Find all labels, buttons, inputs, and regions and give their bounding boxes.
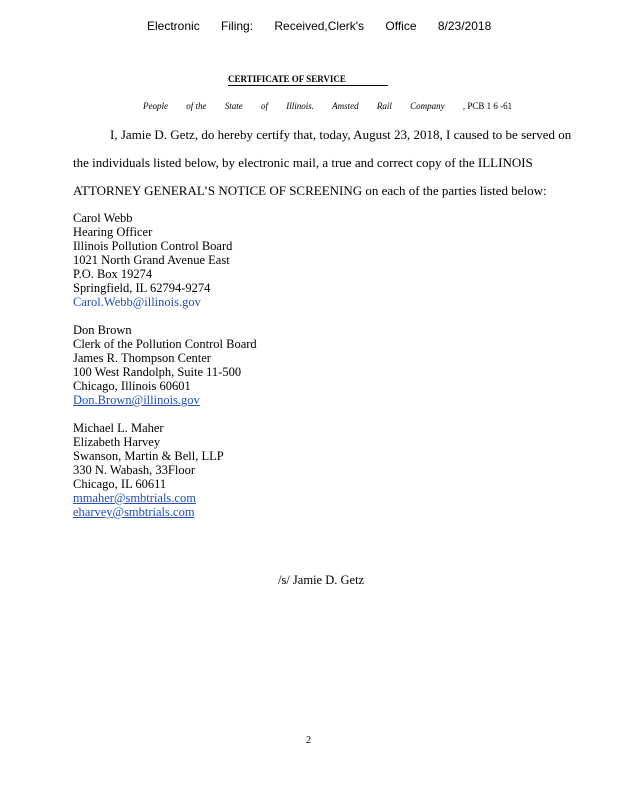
caption-word: of xyxy=(261,101,269,111)
recipient-name: Michael L. Maher xyxy=(73,421,164,435)
recipient-email-link[interactable]: Don.Brown@illinois.gov xyxy=(73,393,200,407)
caption-word: Illinois. xyxy=(286,101,315,111)
caption-word: Amsted xyxy=(332,101,359,111)
recipient-building: James R. Thompson Center xyxy=(73,351,211,365)
caption-word: State xyxy=(224,101,243,111)
filing-date: 8/23/2018 xyxy=(437,19,492,33)
recipient-po-box: P.O. Box 19274 xyxy=(73,267,153,281)
filing-stamp xyxy=(147,19,509,33)
recipient-city: Chicago, IL 60611 xyxy=(73,477,167,491)
caption-word: People xyxy=(143,101,168,111)
recipient-street: 100 West Randolph, Suite 11-500 xyxy=(73,365,242,379)
page-number: 2 xyxy=(306,735,311,746)
caption-word: Rail xyxy=(376,101,392,111)
signature-line: /s/ Jamie D. Getz xyxy=(278,573,365,587)
recipient-name: Carol Webb xyxy=(73,211,133,225)
case-number: , PCB 1 6 -61 xyxy=(462,101,513,111)
certification-line-3: ATTORNEY GENERAL’S NOTICE OF SCREENING on each of the parties listed below: xyxy=(73,183,547,198)
recipient-title: Hearing Officer xyxy=(73,225,153,239)
filing-label: Filing: xyxy=(221,19,254,33)
recipient-street: 330 N. Wabash, 33Floor xyxy=(73,463,196,477)
recipient-title: Clerk of the Pollution Control Board xyxy=(73,337,257,351)
caption-word: of the xyxy=(186,101,207,111)
filing-electronic: Electronic xyxy=(147,19,200,33)
recipient-street: 1021 North Grand Avenue East xyxy=(73,253,230,267)
filing-office: Office xyxy=(385,19,417,33)
recipient-block-maher xyxy=(73,421,224,519)
caption-word: Company xyxy=(410,101,445,111)
recipient-name: Don Brown xyxy=(73,323,132,337)
recipient-email-link[interactable]: mmaher@smbtrials.com xyxy=(73,491,196,505)
recipient-city: Springfield, IL 62794-9274 xyxy=(73,281,211,295)
certificate-title: CERTIFICATE OF SERVICE xyxy=(228,74,388,86)
recipient-email-link[interactable]: Carol.Webb@illinois.gov xyxy=(73,295,201,309)
certification-line-2: the individuals listed below, by electronic mail, a true and correct copy of the ILLINOIS xyxy=(73,155,533,170)
case-caption xyxy=(143,101,528,111)
certification-line-1: I, Jamie D. Getz, do hereby certify that, today, August 23, 2018, I caused to be served on xyxy=(110,127,572,142)
recipient-city: Chicago, Illinois 60601 xyxy=(73,379,191,393)
recipient-block-brown xyxy=(73,323,257,407)
recipient-name: Elizabeth Harvey xyxy=(73,435,161,449)
recipient-email-link[interactable]: eharvey@smbtrials.com xyxy=(73,505,195,519)
filing-received: Received,Clerk's xyxy=(274,19,365,33)
recipient-organization: Illinois Pollution Control Board xyxy=(73,239,233,253)
recipient-firm: Swanson, Martin & Bell, LLP xyxy=(73,449,224,463)
recipient-block-webb xyxy=(73,211,232,309)
